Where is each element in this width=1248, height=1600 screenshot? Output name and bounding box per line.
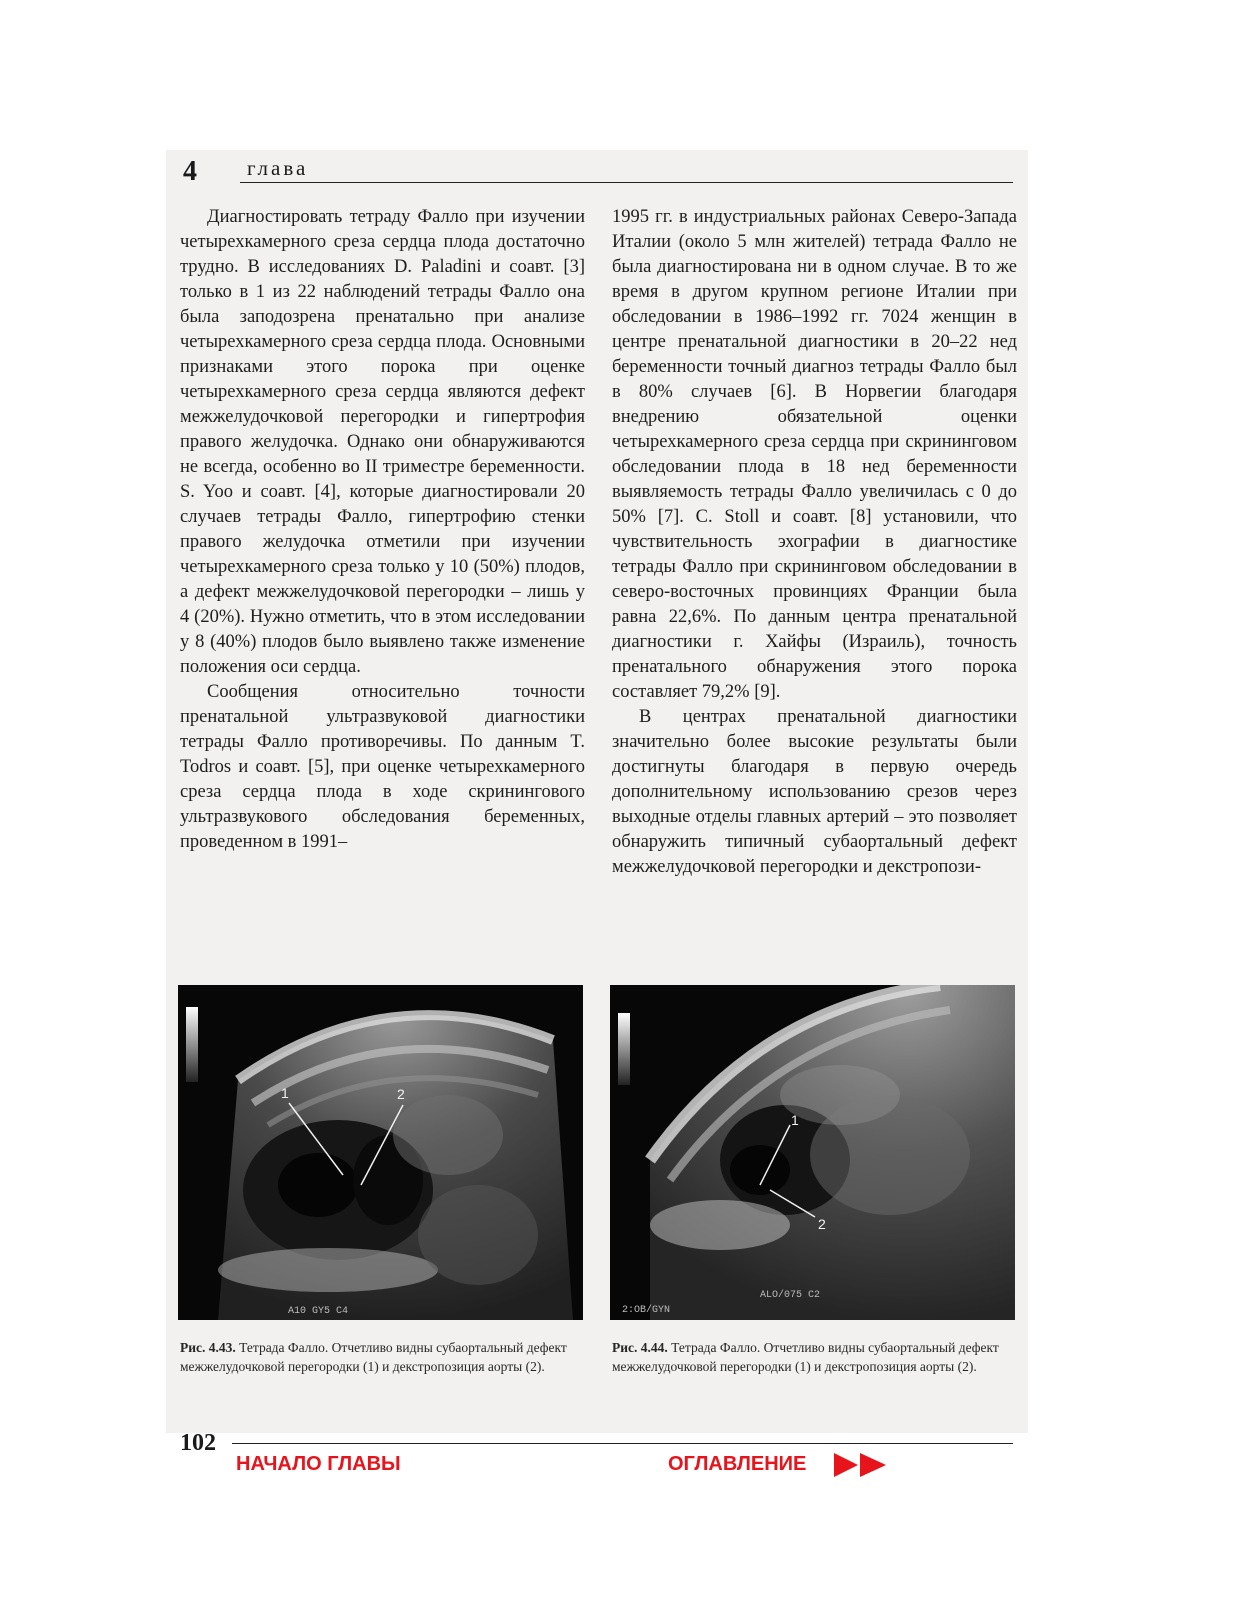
ultrasound-scan-2	[610, 985, 1015, 1320]
footer-rule	[232, 1443, 1013, 1444]
scan-overlay-text: ALO/075 C2	[760, 1290, 821, 1301]
chapter-start-link[interactable]: НАЧАЛО ГЛАВЫ	[236, 1453, 401, 1475]
paragraph: Сообщения относительно точности пренатальной ультразвуковой диагностики тетрады Фалло противоречивы. По данным T. Todros и соавт. [5], при оценке четырехкамерного среза сердца плода в ходе скринингового ультразвукового обследования беременных, проведенном в 1991–	[180, 682, 585, 852]
caption-text: Тетрада Фалло. Отчетливо видны субаортальный дефект межжелудочковой перегородки (1) и декстропозиция аорты (2).	[612, 1340, 999, 1374]
next-page-arrow-icon[interactable]	[834, 1451, 890, 1484]
caption-text: Тетрада Фалло. Отчетливо видны субаортальный дефект межжелудочковой перегородки (1) и декстропозиция аорты (2).	[180, 1340, 567, 1374]
header-rule	[240, 182, 1013, 183]
figure-label: 2	[397, 1086, 405, 1102]
page-number: 102	[180, 1430, 216, 1456]
figure-label: 2	[818, 1216, 826, 1232]
figure-caption-1	[180, 1338, 585, 1376]
paragraph: В центрах пренатальной диагностики значительно более высокие результаты были достигнуты благодаря в первую очередь дополнительному использованию срезов через выходные отделы главных артерий – это позволяет обнаружить типичный субаортальный дефект межжелудочковой перегородки и декстропози-	[612, 707, 1017, 877]
paragraph: Диагностировать тетраду Фалло при изучении четырехкамерного среза сердца плода достаточно трудно. В исследованиях D. Paladini и соавт. [3] только в 1 из 22 наблюдений тетрады Фалло она была заподозрена пренатально при анализе четырехкамерного среза сердца плода. Основными признаками этого порока при оценке четырехкамерного среза сердца являются дефект межжелудочковой перегородки и гипертрофия правого желудочка. Однако они обнаруживаются не всегда, особенно во II триместре беременности. S. Yoo и соавт. [4], которые диагностировали 20 случаев тетрады Фалло, гипертрофию стенки правого желудочка отметили при изучении четырехкамерного среза только у 10 (50%) плодов, а дефект межжелудочковой перегородки – лишь у 4 (20%). Нужно отметить, что в этом исследовании у 8 (40%) плодов было выявлено также изменение положения оси сердца.	[180, 207, 585, 677]
ultrasound-scan-1	[178, 985, 583, 1320]
chapter-title: глава	[247, 156, 309, 180]
text-column-left	[180, 205, 585, 855]
table-of-contents-link[interactable]: ОГЛАВЛЕНИЕ	[668, 1453, 807, 1475]
chapter-number: 4	[183, 156, 197, 187]
caption-label: Рис. 4.43.	[180, 1340, 236, 1355]
caption-label: Рис. 4.44.	[612, 1340, 668, 1355]
text-column-right	[612, 205, 1017, 880]
scan-overlay-text: 2:OB/GYN	[622, 1305, 671, 1316]
ultrasound-image-1	[178, 985, 583, 1320]
figure-caption-2	[612, 1338, 1017, 1376]
scan-overlay-text: A10 GY5 C4	[288, 1306, 349, 1317]
figure-label: 1	[791, 1112, 799, 1128]
figure-label: 1	[281, 1085, 289, 1101]
ultrasound-image-2	[610, 985, 1015, 1320]
paragraph: 1995 гг. в индустриальных районах Северо-Запада Италии (около 5 млн жителей) тетрада Фалло не была диагностирована ни в одном случае. В то же время в другом крупном регионе Италии при обследовании в 1986–1992 гг. 7024 женщин в центре пренатальной диагностики в 20–22 нед беременности точный диагноз тетрады Фалло был в 80% случаев [6]. В Норвегии благодаря внедрению обязательной оценки четырехкамерного среза сердца при скрининговом обследовании плода в 18 нед беременности выявляемость тетрады Фалло увеличилась с 0 до 50% [7]. C. Stoll и соавт. [8] установили, что чувствительность эхографии в диагностике тетрады Фалло при скрининговом обследовании в северо-восточных провинциях Франции была равна 22,6%. По данным центра пренатальной диагностики г. Хайфы (Израиль), точность пренатального обнаружения этого порока составляет 79,2% [9].	[612, 207, 1017, 702]
